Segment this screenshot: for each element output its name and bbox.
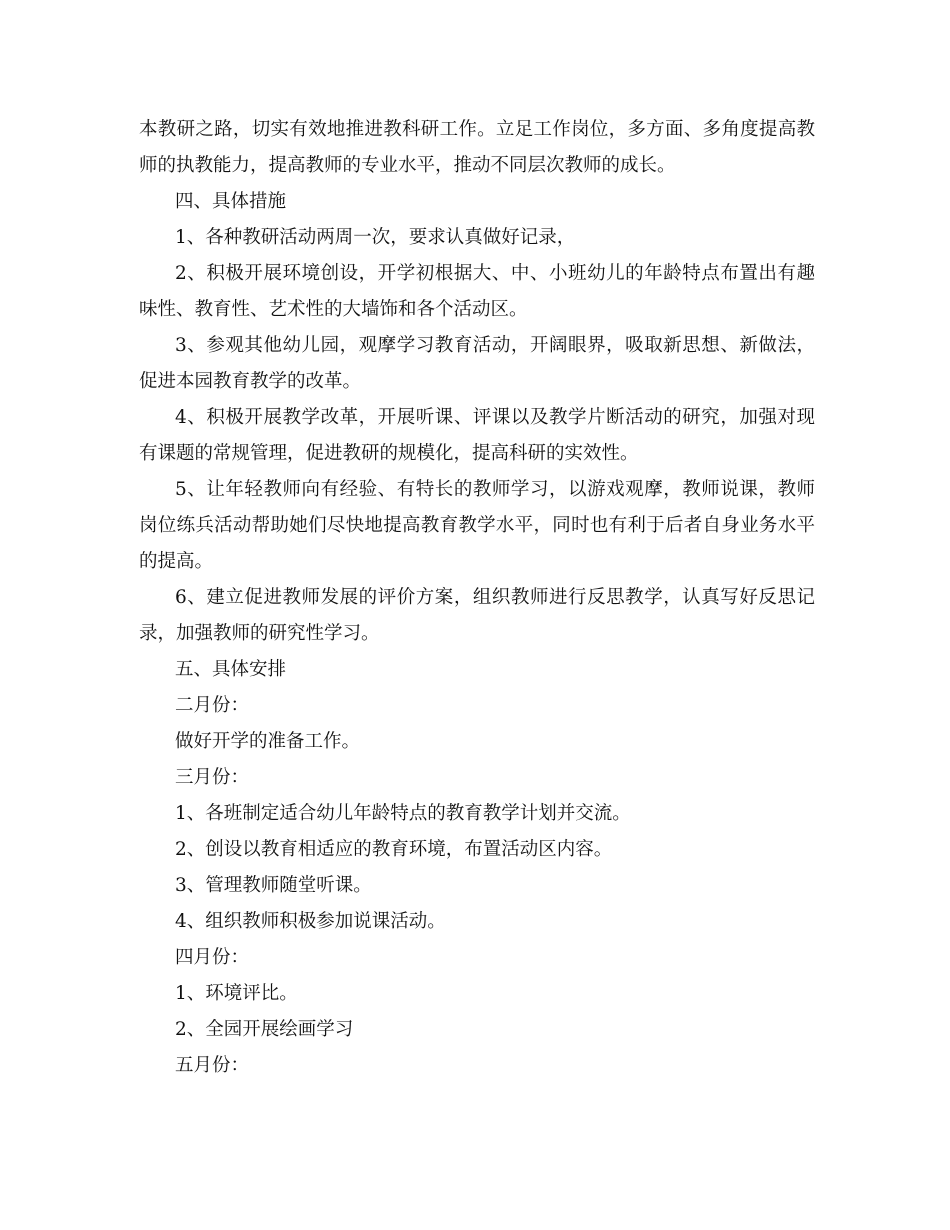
measure-item-5: 5、让年轻教师向有经验、有特长的教师学习，以游戏观摩，教师说课，教师岗位练兵活动帮助她们尽快地提高教育教学水平，同时也有利于后者自身业务水平的提高。	[139, 479, 815, 572]
march-item-2: 2、创设以教育相适应的教育环境，布置活动区内容。	[175, 839, 613, 860]
april-item-2: 2、全园开展绘画学习	[175, 1019, 354, 1040]
february-item: 做好开学的准备工作。	[175, 731, 361, 752]
paragraph-intro-continuation: 本教研之路，切实有效地推进教科研工作。立足工作岗位，多方面、多角度提高教师的执教能力，提高教师的专业水平，推动不同层次教师的成长。	[139, 119, 815, 176]
measure-item-2: 2、积极开展环境创设，开学初根据大、中、小班幼儿的年龄特点布置出有趣味性、教育性、艺术性的大墙饰和各个活动区。	[139, 263, 815, 320]
march-item-1: 1、各班制定适合幼儿年龄特点的教育教学计划并交流。	[175, 803, 631, 824]
measure-item-1: 1、各种教研活动两周一次，要求认真做好记录，	[175, 227, 576, 248]
measure-item-4: 4、积极开展教学改革，开展听课、评课以及教学片断活动的研究，加强对现有课题的常规管理，促进教研的规模化，提高科研的实效性。	[139, 407, 815, 464]
march-item-4: 4、组织教师积极参加说课活动。	[175, 911, 446, 932]
month-heading-march: 三月份：	[175, 767, 250, 788]
section-heading-measures: 四、具体措施	[175, 191, 287, 212]
month-heading-april: 四月份：	[175, 947, 250, 968]
march-item-3: 3、管理教师随堂听课。	[175, 875, 372, 896]
month-heading-february: 二月份：	[175, 695, 250, 716]
month-heading-may: 五月份：	[175, 1055, 250, 1076]
section-heading-schedule: 五、具体安排	[175, 659, 287, 680]
measure-item-3: 3、参观其他幼儿园，观摩学习教育活动，开阔眼界，吸取新思想、新做法，促进本园教育教学的改革。	[139, 335, 815, 392]
document-body	[139, 112, 815, 1084]
april-item-1: 1、环境评比。	[175, 983, 298, 1004]
measure-item-6: 6、建立促进教师发展的评价方案，组织教师进行反思教学，认真写好反思记录，加强教师的研究性学习。	[139, 587, 815, 644]
